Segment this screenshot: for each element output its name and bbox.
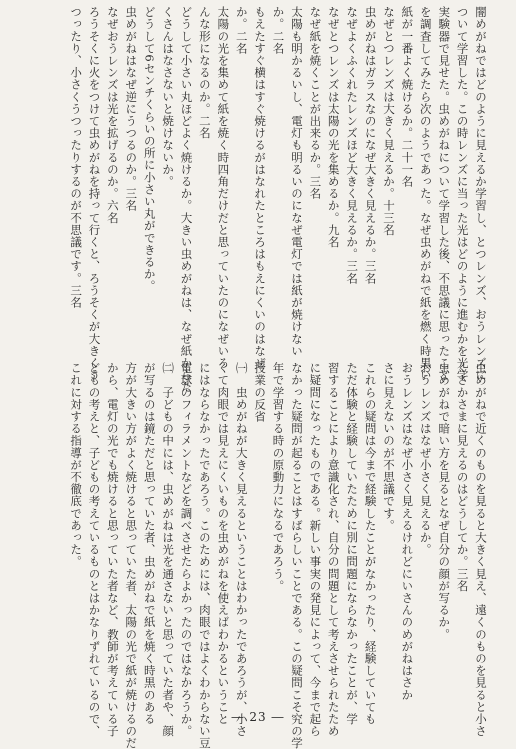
text-line: 方が大きい方がよく焼けると思っていた者、太陽の光で紙が焼けるのだ — [124, 362, 139, 749]
text-line: 虫めがねはガラスなのになぜ大きく見えるか。三名 — [363, 6, 378, 285]
text-line: か。二名 — [234, 6, 249, 55]
text-line: 年で学習する時の原動力になるであろう。 — [271, 362, 286, 592]
text-line: おうレンズはなぜ小さく見えるけれどにいさんのめがねはさか — [400, 362, 415, 701]
text-line: 実験器で見せた。虫めがねについて学習した後、不思議に思ったこと — [437, 6, 452, 382]
text-line: なかった疑問が起ることはすばらしいことである。この疑問こそ究の学 — [289, 362, 304, 749]
text-line: ついて学習した。この時レンズに当った光はどのように進むかを光学 — [455, 6, 470, 382]
text-line: くて肉眼では見えにくいものを虫めがねを使えばわかるということ — [216, 362, 231, 725]
text-line: これらの疑問は今まで経験したことがなかったり、経験していても — [363, 362, 378, 725]
text-line: つったり、小さくうつったりするのが不思議です。三名 — [69, 6, 84, 309]
text-line: んな形になるのか。二名 — [197, 6, 212, 140]
text-line: ただ体験と経験していたために別に問題にならなかったことが、学 — [345, 362, 360, 725]
text-line: なぜよくふくれたレンズほど大きく見えるか。三名 — [345, 6, 360, 285]
text-line: が写るのは鏡ただと思っていた者、虫めがねで紙を焼く時黒のある — [142, 362, 157, 725]
text-line: なぜおうレンズは光を拡げるのか。六名 — [105, 6, 120, 224]
text-line: くさかさまに見えるのはどうしてか。三名 — [455, 362, 470, 592]
text-line: 授業の反省 — [253, 362, 268, 423]
text-line: どうして6センチくらいの所に小さい丸ができるか。 — [142, 6, 157, 293]
text-line: なぜとつレンズは大きく見えるか。十三名 — [381, 6, 396, 236]
text-line: に疑問になったものである。新しい事実の発見によって、今まで起ら — [308, 362, 323, 738]
text-line: 太陽も明かるいし、電灯も明るいのになぜ電灯では紙が焼けない — [289, 6, 304, 357]
text-line: どもの考えと、子どもの考えているものとはかなりずれているので、 — [87, 362, 102, 738]
page-number: ― 23 ― — [231, 710, 285, 724]
text-line: くさんはなさないと焼けないか。 — [161, 6, 176, 188]
text-line: ㈠ 虫めがねが大きく見えるということはわかったであろうが、小さ — [234, 362, 249, 738]
text-line: ろうそくに火をつけて虫めがねを持って行くと、ろうそくが大きくう — [87, 6, 102, 382]
text-line: 闇めがねではどのように見えるか学習し、とつレンズ、おうレンズに — [474, 6, 488, 382]
text-line: なぜ紙を焼くことが出来るか。三名 — [308, 6, 323, 200]
text-line: なぜとつレンズは太陽の光を集めるか。九名 — [326, 6, 341, 248]
text-line: 虫めがねで近くのものを見ると大きく見え、遠くのものを見ると小さ — [474, 362, 488, 738]
text-line: を調査してみたら次のようであった。なぜ虫めがねで紙を燃く時黒い — [418, 6, 433, 382]
text-line: から、電灯の光でも焼けると思っていた者など、教師が考えている子 — [105, 362, 120, 738]
text-line: 虫めがねはなぜ逆にうつるのか。三名 — [124, 6, 139, 212]
text-line: 虫めがねで暗い方を見るとなぜ自分の顔が写るか。 — [437, 362, 452, 641]
text-line: ㈡ 子どもの中には、虫めがねは光を通さないと思っていた者や、顔 — [161, 362, 176, 738]
text-line: 電球のフィラメントなどを調べさせたらよかったのではなかろうか。 — [179, 362, 194, 738]
text-line: 紙が一番よく焼けるか。二十一名 — [400, 6, 415, 188]
text-line: これに対する指導が不徹底であった。 — [69, 362, 84, 568]
text-line: どうして小さい丸ほどよく焼けるか。大きい虫めがねは、なぜ紙からた — [179, 6, 194, 394]
text-line: もえたすぐ横はすぐ焼けるがはなれたところはもえにくいのはなぜ — [253, 6, 268, 369]
text-line: にはならなかったであろう。このためには、肉眼ではよくわからない豆 — [197, 362, 212, 749]
text-line: か。二名 — [271, 6, 286, 55]
text-line: さに見えないのが不思議です。 — [381, 362, 396, 532]
text-line: 太陽の光を集めて紙を焼く時四角だけだと思っていたのになぜいろ — [216, 6, 231, 369]
text-line: 習することにより意識化され、自分の問題として考えさせられたため — [326, 362, 341, 738]
text-line: おうレンズはなぜ小さく見えるか。 — [418, 362, 433, 556]
